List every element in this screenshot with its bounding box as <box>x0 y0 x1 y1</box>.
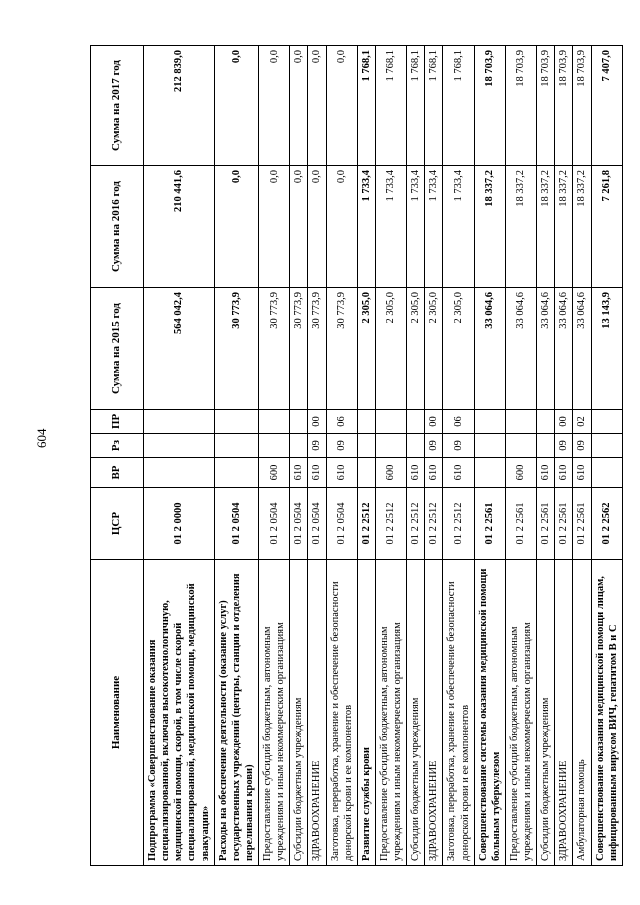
table-row <box>555 46 573 866</box>
cell-sum-2016: 1 733,4 <box>357 166 375 288</box>
table-row <box>573 46 591 866</box>
cell-sum-2016: 7 261,8 <box>591 166 622 288</box>
cell-csr: 01 2 0504 <box>326 488 357 560</box>
cell-sum-2016: 0,0 <box>308 166 326 288</box>
col-header-csr: ЦСР <box>91 488 144 560</box>
cell-name: Субсидии бюджетным учреждениям <box>407 560 425 866</box>
cell-pr <box>259 410 290 434</box>
cell-pr <box>144 410 215 434</box>
cell-vr: 610 <box>443 458 474 488</box>
table-row <box>505 46 536 866</box>
cell-vr: 610 <box>407 458 425 488</box>
page-number: 604 <box>34 428 49 448</box>
cell-sum-2016: 0,0 <box>259 166 290 288</box>
cell-csr: 01 2 0504 <box>308 488 326 560</box>
cell-csr: 01 2 2561 <box>537 488 555 560</box>
table-row <box>537 46 555 866</box>
cell-csr: 01 2 0504 <box>259 488 290 560</box>
cell-sum-2016: 210 441,6 <box>144 166 215 288</box>
table-row <box>259 46 290 866</box>
cell-rz <box>537 434 555 458</box>
cell-rz: 09 <box>443 434 474 458</box>
cell-sum-2015: 30 773,9 <box>290 288 308 410</box>
cell-sum-2015: 30 773,9 <box>326 288 357 410</box>
cell-sum-2015: 30 773,9 <box>308 288 326 410</box>
cell-name: Заготовка, переработка, хранение и обеспечение безопасности донорской крови и ее компонентов <box>443 560 474 866</box>
cell-pr: 00 <box>555 410 573 434</box>
cell-csr: 01 2 2561 <box>555 488 573 560</box>
cell-sum-2016: 1 733,4 <box>425 166 443 288</box>
col-header-vr: ВР <box>91 458 144 488</box>
cell-sum-2017: 0,0 <box>290 46 308 166</box>
cell-vr: 600 <box>259 458 290 488</box>
cell-rz: 09 <box>425 434 443 458</box>
cell-name: Подпрограмма «Совершенствование оказания специализированной, включая высокотехнологичную, медицинской помощи, скорой, в том числе скорой специализированной, медицинской помощи, медицинской эвакуации» <box>144 560 215 866</box>
cell-rz: 09 <box>326 434 357 458</box>
table-row <box>308 46 326 866</box>
cell-sum-2017: 0,0 <box>308 46 326 166</box>
cell-sum-2017: 18 703,9 <box>474 46 505 166</box>
cell-rz <box>144 434 215 458</box>
cell-csr: 01 2 2561 <box>573 488 591 560</box>
cell-sum-2016: 0,0 <box>326 166 357 288</box>
col-header-sum2017: Сумма на 2017 год <box>91 46 144 166</box>
cell-name: ЗДРАВООХРАНЕНИЕ <box>308 560 326 866</box>
cell-name: Амбулаторная помощь <box>573 560 591 866</box>
cell-sum-2015: 33 064,6 <box>505 288 536 410</box>
cell-pr <box>505 410 536 434</box>
table-row <box>591 46 622 866</box>
cell-pr <box>407 410 425 434</box>
cell-sum-2017: 18 703,9 <box>505 46 536 166</box>
cell-csr: 01 2 2561 <box>474 488 505 560</box>
cell-rz <box>214 434 258 458</box>
cell-name: Расходы на обеспечение деятельности (оказание услуг) государственных учреждений (центры, станции и отделения переливания крови) <box>214 560 258 866</box>
cell-name: Предоставление субсидий бюджетным, автономным учреждениям и иным некоммерческим организациям <box>259 560 290 866</box>
cell-csr: 01 2 0504 <box>290 488 308 560</box>
cell-rz <box>357 434 375 458</box>
cell-name: ЗДРАВООХРАНЕНИЕ <box>425 560 443 866</box>
table-row <box>144 46 215 866</box>
cell-csr: 01 2 2512 <box>407 488 425 560</box>
cell-vr: 600 <box>505 458 536 488</box>
cell-csr: 01 2 2512 <box>375 488 406 560</box>
table-row <box>474 46 505 866</box>
cell-rz <box>505 434 536 458</box>
cell-pr <box>214 410 258 434</box>
cell-pr <box>357 410 375 434</box>
cell-sum-2017: 7 407,0 <box>591 46 622 166</box>
cell-sum-2015: 33 064,6 <box>555 288 573 410</box>
cell-vr <box>474 458 505 488</box>
rotated-table-container <box>90 46 619 866</box>
cell-sum-2016: 18 337,2 <box>555 166 573 288</box>
cell-pr: 02 <box>573 410 591 434</box>
cell-rz <box>591 434 622 458</box>
cell-csr: 01 2 2561 <box>505 488 536 560</box>
cell-sum-2015: 30 773,9 <box>214 288 258 410</box>
cell-rz <box>290 434 308 458</box>
cell-sum-2016: 1 733,4 <box>375 166 406 288</box>
cell-pr: 00 <box>425 410 443 434</box>
table-row <box>443 46 474 866</box>
cell-vr: 610 <box>555 458 573 488</box>
cell-sum-2017: 1 768,1 <box>375 46 406 166</box>
cell-rz: 09 <box>308 434 326 458</box>
cell-sum-2017: 0,0 <box>214 46 258 166</box>
cell-pr: 00 <box>308 410 326 434</box>
cell-pr <box>591 410 622 434</box>
cell-sum-2017: 18 703,9 <box>537 46 555 166</box>
cell-pr <box>537 410 555 434</box>
cell-rz: 09 <box>573 434 591 458</box>
cell-sum-2016: 18 337,2 <box>537 166 555 288</box>
cell-name: Субсидии бюджетным учреждениям <box>537 560 555 866</box>
cell-vr <box>357 458 375 488</box>
cell-name: Развитие службы крови <box>357 560 375 866</box>
cell-name: Предоставление субсидий бюджетным, автономным учреждениям и иным некоммерческим организациям <box>505 560 536 866</box>
cell-sum-2015: 33 064,6 <box>573 288 591 410</box>
cell-vr: 600 <box>375 458 406 488</box>
cell-sum-2016: 18 337,2 <box>573 166 591 288</box>
cell-vr: 610 <box>326 458 357 488</box>
cell-pr <box>290 410 308 434</box>
cell-sum-2016: 0,0 <box>214 166 258 288</box>
table-row <box>214 46 258 866</box>
table-body <box>144 46 623 866</box>
cell-csr: 01 2 2512 <box>443 488 474 560</box>
table-row <box>357 46 375 866</box>
cell-sum-2015: 2 305,0 <box>443 288 474 410</box>
cell-csr: 01 2 2512 <box>425 488 443 560</box>
cell-vr: 610 <box>573 458 591 488</box>
cell-vr: 610 <box>425 458 443 488</box>
table-row <box>290 46 308 866</box>
cell-vr <box>144 458 215 488</box>
cell-sum-2017: 1 768,1 <box>425 46 443 166</box>
cell-sum-2017: 0,0 <box>259 46 290 166</box>
cell-sum-2015: 30 773,9 <box>259 288 290 410</box>
cell-sum-2016: 18 337,2 <box>474 166 505 288</box>
cell-rz <box>407 434 425 458</box>
cell-name: Предоставление субсидий бюджетным, автономным учреждениям и иным некоммерческим организациям <box>375 560 406 866</box>
cell-name: ЗДРАВООХРАНЕНИЕ <box>555 560 573 866</box>
cell-sum-2017: 1 768,1 <box>443 46 474 166</box>
table-row <box>375 46 406 866</box>
cell-sum-2016: 18 337,2 <box>505 166 536 288</box>
cell-sum-2015: 13 143,9 <box>591 288 622 410</box>
cell-name: Совершенствование системы оказания медицинской помощи больным туберкулезом <box>474 560 505 866</box>
cell-csr: 01 2 2562 <box>591 488 622 560</box>
cell-rz <box>474 434 505 458</box>
table-row <box>425 46 443 866</box>
cell-sum-2017: 18 703,9 <box>555 46 573 166</box>
cell-vr: 610 <box>308 458 326 488</box>
cell-vr <box>591 458 622 488</box>
cell-vr: 610 <box>290 458 308 488</box>
table-header-row <box>91 46 144 866</box>
cell-csr: 01 2 0000 <box>144 488 215 560</box>
cell-csr: 01 2 0504 <box>214 488 258 560</box>
cell-rz <box>375 434 406 458</box>
col-header-name: Наименование <box>91 560 144 866</box>
cell-sum-2016: 1 733,4 <box>443 166 474 288</box>
col-header-pr: ПР <box>91 410 144 434</box>
cell-sum-2015: 564 042,4 <box>144 288 215 410</box>
cell-name: Субсидии бюджетным учреждениям <box>290 560 308 866</box>
cell-sum-2015: 2 305,0 <box>425 288 443 410</box>
cell-pr <box>474 410 505 434</box>
col-header-sum2016: Сумма на 2016 год <box>91 166 144 288</box>
cell-csr: 01 2 2512 <box>357 488 375 560</box>
cell-sum-2015: 33 064,6 <box>474 288 505 410</box>
cell-sum-2015: 2 305,0 <box>407 288 425 410</box>
cell-sum-2015: 33 064,6 <box>537 288 555 410</box>
cell-sum-2017: 1 768,1 <box>357 46 375 166</box>
cell-sum-2015: 2 305,0 <box>375 288 406 410</box>
cell-pr: 06 <box>443 410 474 434</box>
cell-vr: 610 <box>537 458 555 488</box>
table-row <box>326 46 357 866</box>
cell-rz <box>259 434 290 458</box>
cell-name: Совершенствование оказания медицинской помощи лицам, инфицированным вирусом ВИЧ, гепатитом В и С <box>591 560 622 866</box>
cell-sum-2016: 0,0 <box>290 166 308 288</box>
col-header-sum2015: Сумма на 2015 год <box>91 288 144 410</box>
cell-sum-2017: 18 703,9 <box>573 46 591 166</box>
cell-rz: 09 <box>555 434 573 458</box>
cell-pr: 06 <box>326 410 357 434</box>
cell-pr <box>375 410 406 434</box>
cell-vr <box>214 458 258 488</box>
cell-sum-2015: 2 305,0 <box>357 288 375 410</box>
budget-table <box>90 45 623 866</box>
cell-name: Заготовка, переработка, хранение и обеспечение безопасности донорской крови и ее компонентов <box>326 560 357 866</box>
cell-sum-2017: 212 839,0 <box>144 46 215 166</box>
cell-sum-2016: 1 733,4 <box>407 166 425 288</box>
cell-sum-2017: 0,0 <box>326 46 357 166</box>
table-row <box>407 46 425 866</box>
cell-sum-2017: 1 768,1 <box>407 46 425 166</box>
col-header-rz: Рз <box>91 434 144 458</box>
